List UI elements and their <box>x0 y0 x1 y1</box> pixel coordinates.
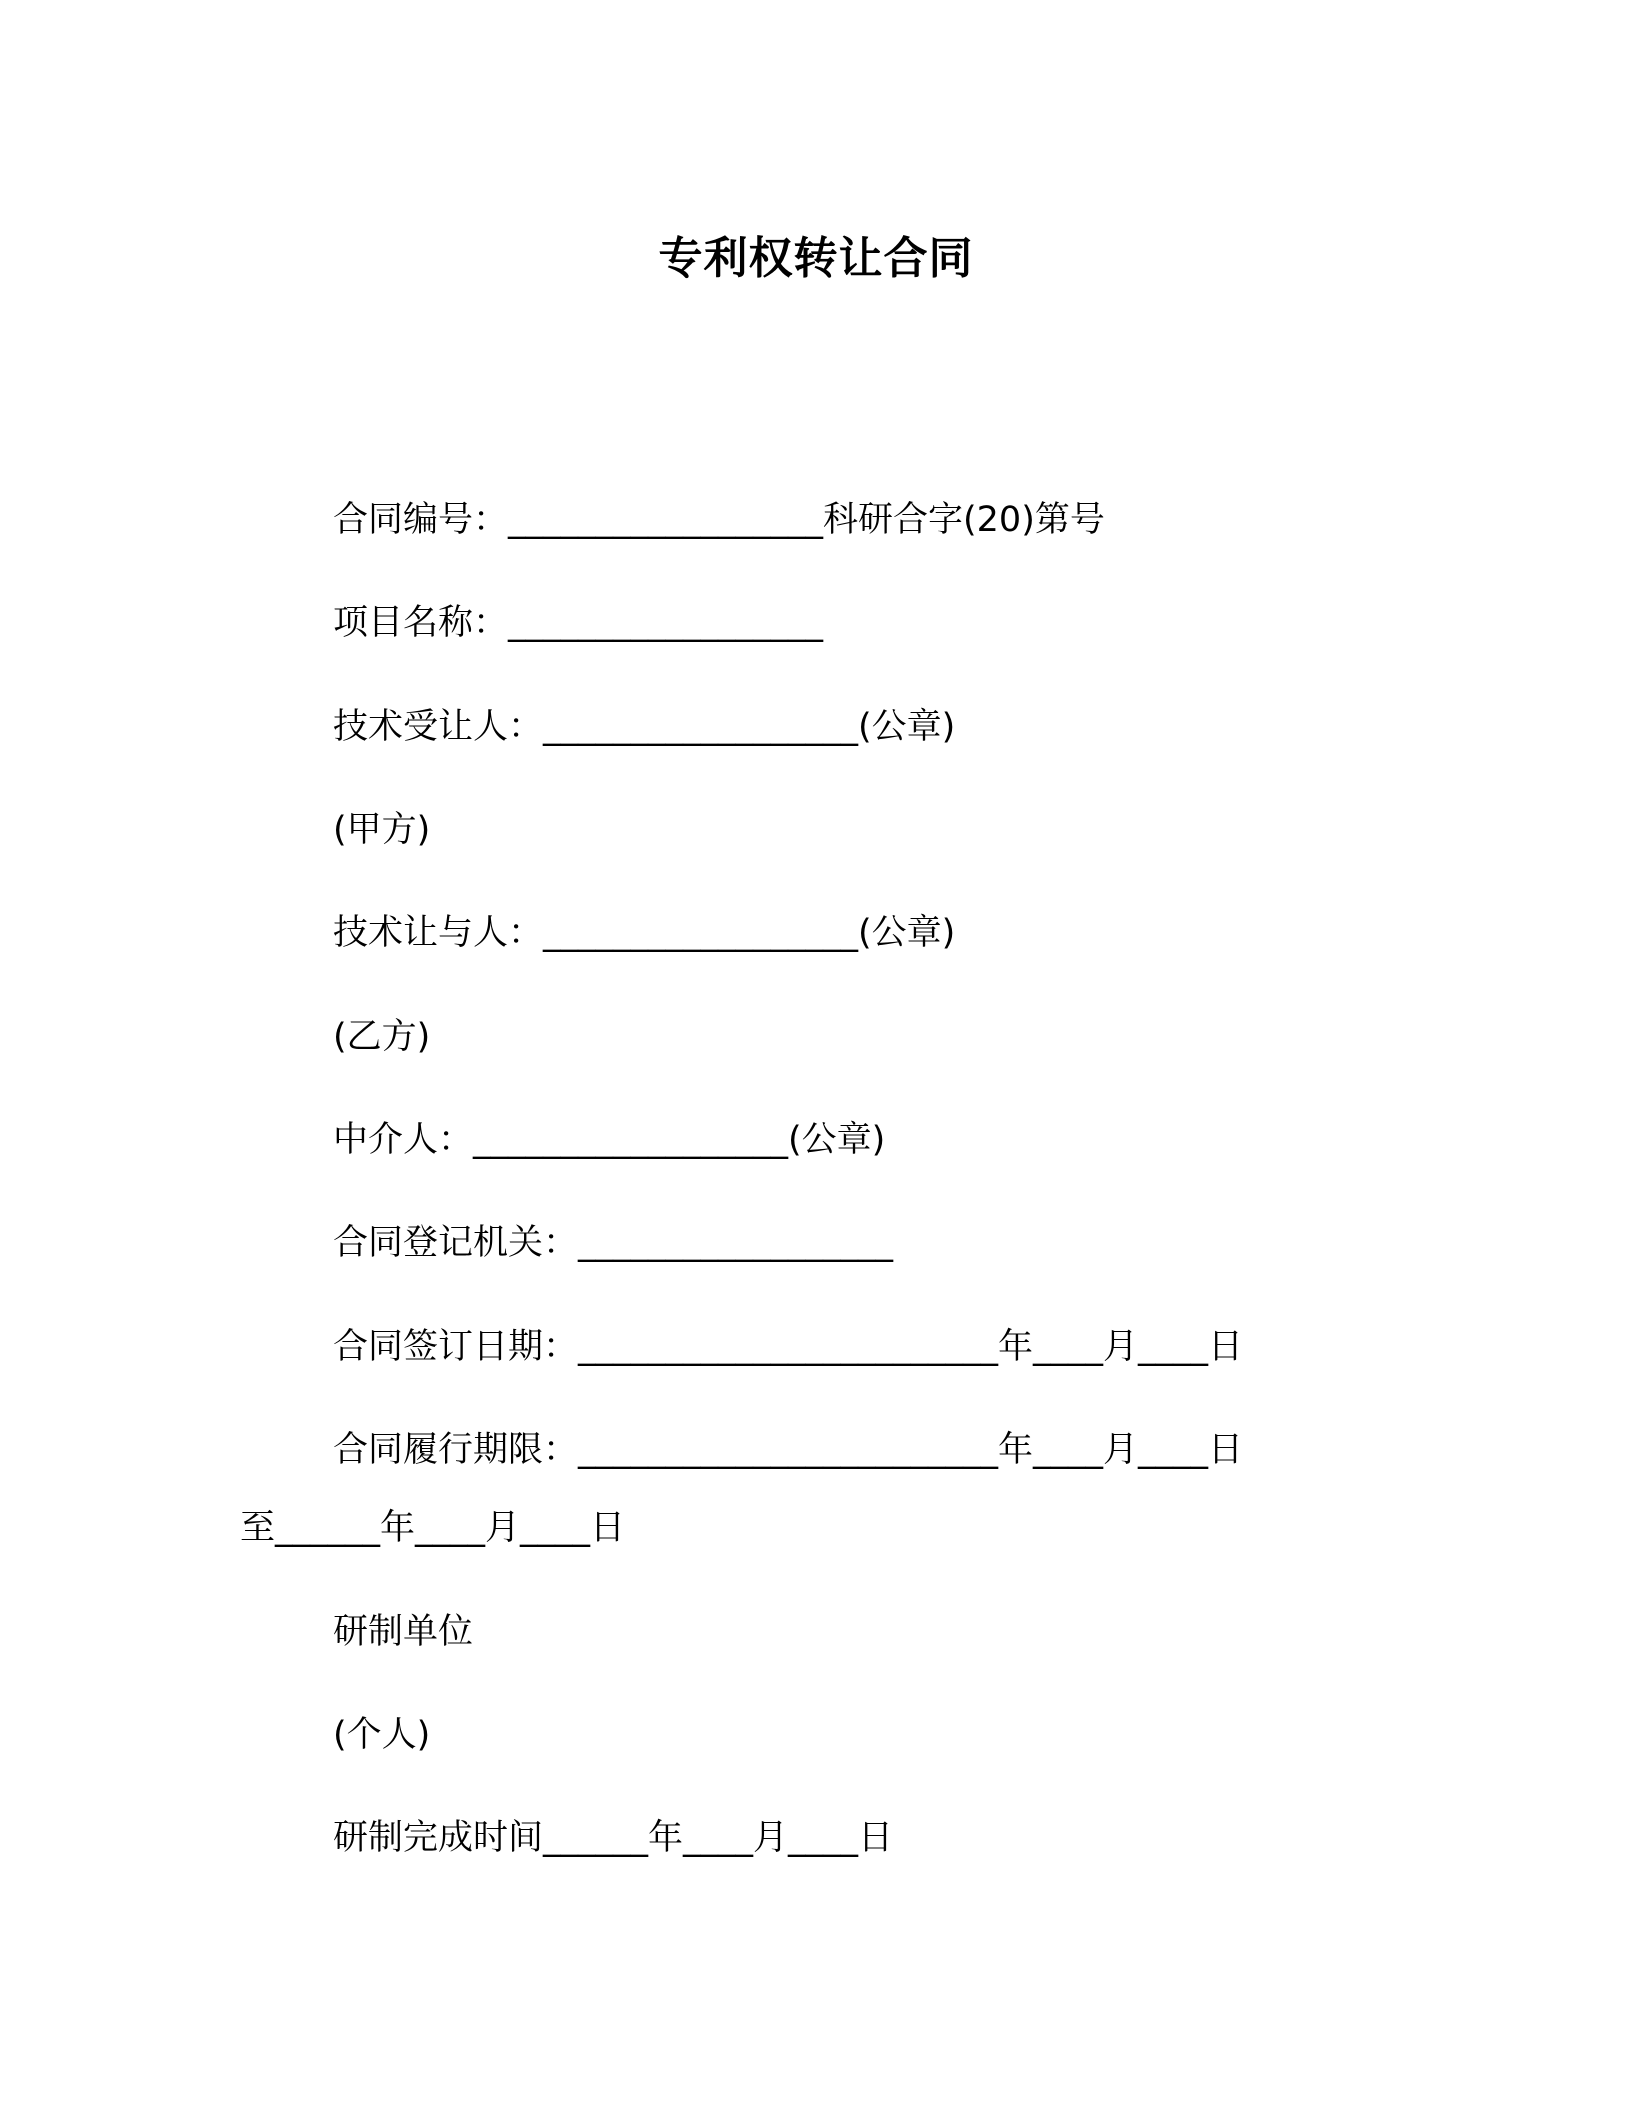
performance-period-line: 合同履行期限：________________________年____月____日 <box>333 1430 1244 1470</box>
registration-authority-line: 合同登记机关：__________________ <box>333 1223 894 1263</box>
assignee-line: 技术受让人：__________________(公章) <box>333 707 956 747</box>
project-name-line: 项目名称：__________________ <box>333 603 824 643</box>
intermediary-line: 中介人：__________________(公章) <box>333 1120 886 1160</box>
signing-date-line: 合同签订日期：________________________年____月____日 <box>333 1327 1244 1367</box>
performance-period-end-line: 至______年____月____日 <box>240 1508 626 1548</box>
document-title: 专利权转让合同 <box>658 233 974 284</box>
developer-unit-label: 研制单位 <box>333 1612 474 1652</box>
party-b-label: (乙方) <box>333 1017 431 1057</box>
development-completion-line: 研制完成时间______年____月____日 <box>333 1818 894 1858</box>
contract-number-line: 合同编号：__________________科研合字(20)第号 <box>333 500 1105 540</box>
individual-label: (个人) <box>333 1715 431 1755</box>
party-a-label: (甲方) <box>333 810 431 850</box>
assignor-line: 技术让与人：__________________(公章) <box>333 913 956 953</box>
